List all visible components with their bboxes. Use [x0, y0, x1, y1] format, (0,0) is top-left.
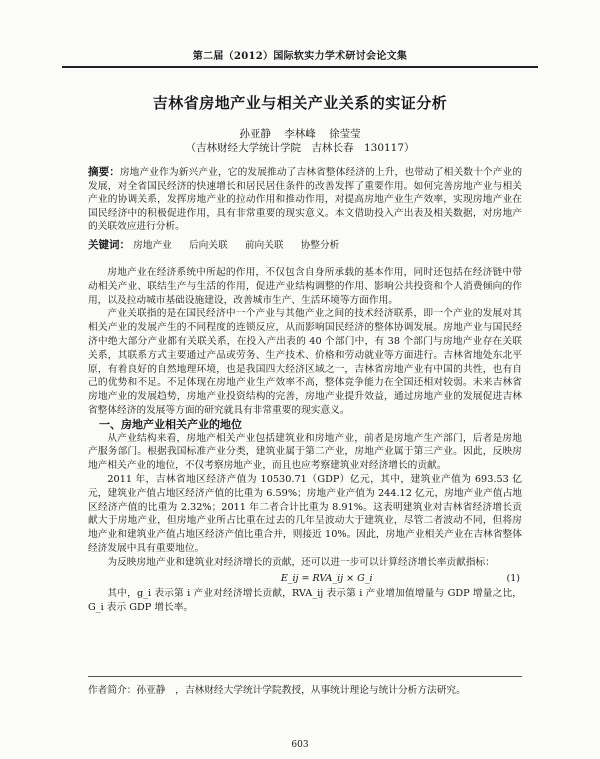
paragraph: 其中，g_i 表示第 i 产业对经济增长贡献，RVA_ij 表示第 i 产业增加值增量与 GDP 增量之比，G_i 表示 GDP 增长率。 [88, 588, 522, 614]
equation-body: E_ij = RVA_ij × G_i [280, 572, 373, 584]
keyword: 前向关联 [244, 240, 284, 251]
abstract [88, 166, 522, 234]
keywords-label: 关键词： [88, 239, 130, 251]
author-note: 作者简介：孙亚静 ，吉林财经大学统计学院教授，从事统计理论与统计分析方法研究。 [88, 676, 522, 696]
paragraph: 产业关联指的是在国民经济中一个产业与其他产业之间的技术经济联系，即一个产业的发展对其相关产业的发展产生的不同程度的连锁反应，从而影响国民经济的整体协调发展。房地产业与国民经济中绝大部分产业都有关联关系，在投入产出表的 40 个部门中，有 38 个部门与房地产业存在关联关系，其联系方式主要通过产品或劳务、生产技术、价格和劳动就业等方面进行。吉林省地处东北平原，有着良好的自然地理环境，也是我国四大经济区域之一，吉林省房地产业有中国的共性，也有自己的优势和不足。不足体现在房地产业生产效率不高，整体竞争能力在全国还相对较弱。未来吉林省房地产业的发展趋势，房地产业投资结构的完善，房地产业提升效益，通过房地产业的发展促进吉林省整体经济的发展等方面的研究就具有非常重要的现实意义。 [88, 308, 522, 416]
section-heading: 一、房地产业相关产业的地位 [99, 417, 242, 431]
keyword: 房地产业 [133, 240, 172, 251]
author: 李林峰 [284, 128, 316, 140]
affiliation: （吉林财经大学统计学院 吉林长春 130117） [185, 142, 415, 154]
paragraph: 为反映房地产业和建筑业对经济增长的贡献，还可以进一步可以计算经济增长率贡献指标： [107, 556, 495, 568]
equation-number: (1) [506, 572, 520, 584]
equation [88, 572, 522, 586]
keyword: 协整分析 [300, 240, 340, 251]
abstract-text: 房地产业作为新兴产业，它的发展推动了吉林省整体经济的上升，也带动了相关数十个产业的发展，对全省国民经济的快速增长和居民居住条件的改善发挥了重要作用。如何完善房地产业与相关产业的协调关系，发挥房地产业的拉动作用和推动作用，对提高房地产业生产效率，实现房地产业在国民经济中的积极促进作用，具有非常重要的现实意义。本文借助投入产出表及相关数据，对房地产的关联效应进行分析。 [88, 167, 523, 233]
keyword: 后向关联 [188, 240, 228, 251]
running-header: 第二届（2012）国际软实力学术研讨会论文集 [62, 47, 538, 67]
author: 徐莹莹 [329, 128, 361, 140]
page-number: 603 [291, 740, 309, 750]
header-rule [62, 67, 538, 68]
author-list [0, 126, 600, 141]
paragraph: 2011 年，吉林省地区经济产值为 10530.71（GDP）亿元，其中，建筑业产值为 693.53 亿元，建筑业产值占地区经济产值的比重为 6.59%；房地产业产值为 244.12 亿元，房地产业产值占地区经济产值的比重为 2.32%；2011 年二者合计比重为 8.91%。这表明建筑业对吉林省经济增长贡献大于房地产业，但房地产业所占比重在过去的几年呈波动大于建筑业，尽管二者波动不同，但将房地产业和建筑业产值占地区经济产值比重合并，则接近 10%。因此，房地产业相关产业在吉林省整体经济发展中具有重要地位。 [88, 473, 522, 554]
paragraph: 房地产业在经济系统中所起的作用，不仅包含自身所承载的基本作用，同时还包括在经济链中带动相关产业、联结生产与生活的作用，促进产业结构调整的作用、影响公共投资和个人消费倾向的作用，以及拉动城市基础设施建设，改善城市生产、生活环境等方面作用。 [88, 267, 522, 306]
paragraph: 从产业结构来看，房地产相关产业包括建筑业和房地产业，前者是房地产生产部门，后者是房地产服务部门。根据我国标准产业分类，建筑业属于第二产业，房地产业属于第三产业。因此，反映房地产相关产业的地位，不仅考察房地产业，而且也应考察建筑业对经济增长的贡献。 [88, 432, 522, 472]
body-text [88, 266, 522, 615]
paper-title: 吉林省房地产业与相关产业关系的实证分析 [152, 94, 448, 112]
keywords [88, 237, 522, 252]
abstract-label: 摘要： [88, 166, 120, 178]
author: 孙亚静 [239, 128, 271, 140]
